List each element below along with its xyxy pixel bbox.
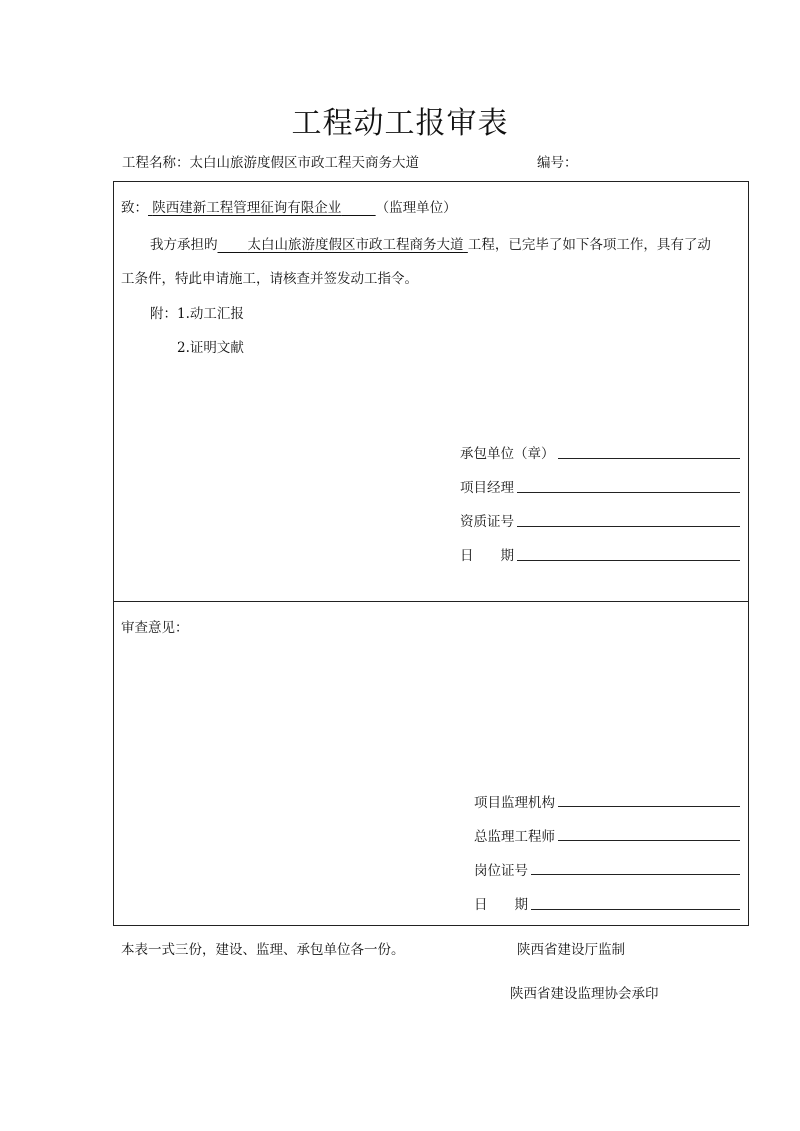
printer-note: 陕西省建设监理协会承印 — [510, 986, 659, 1002]
supervisor-note: 陕西省建设厅监制 — [517, 942, 625, 958]
form-table — [113, 181, 749, 926]
review-date-label: 日 期 — [474, 897, 528, 913]
page-title: 工程动工报审表 — [291, 106, 509, 141]
supervision-org-sign-line[interactable] — [558, 806, 740, 807]
to-row — [121, 196, 457, 216]
paragraph-project: 太白山旅游度假区市政工程商务大道 — [247, 237, 464, 253]
to-label: 致： — [121, 200, 148, 216]
project-name-row — [122, 151, 419, 171]
number-label: 编号： — [537, 155, 578, 171]
date-sign-line[interactable] — [517, 560, 740, 561]
post-cert-sign-line[interactable] — [531, 874, 740, 875]
section-divider — [114, 601, 748, 602]
project-label: 工程名称： — [122, 155, 190, 171]
review-date-sign-line[interactable] — [531, 909, 740, 910]
manager-sign-line[interactable] — [517, 492, 740, 493]
to-unit: 陕西建新工程管理征询有限企业 — [152, 200, 342, 216]
chief-engineer-sign-line[interactable] — [558, 840, 740, 841]
manager-label: 项目经理 — [460, 480, 514, 496]
attachment-2: 2.证明文献 — [177, 340, 244, 356]
chief-engineer-label: 总监理工程师 — [474, 829, 555, 845]
project-name: 太白山旅游度假区市政工程天商务大道 — [189, 155, 419, 171]
contractor-sign-line[interactable] — [558, 458, 740, 459]
date-label: 日 期 — [460, 548, 514, 564]
supervision-org-label: 项目监理机构 — [474, 795, 555, 811]
review-label: 审查意见： — [121, 620, 189, 636]
application-paragraph: 我方承担旳 太白山旅游度假区市政工程商务大道 工程，已完毕了如下各项工作，具有了动 — [150, 237, 711, 253]
cert-sign-line[interactable] — [517, 526, 740, 527]
copies-note: 本表一式三份，建设、监理、承包单位各一份。 — [121, 942, 405, 958]
attachment-1: 附：1.动工汇报 — [150, 306, 244, 322]
post-cert-label: 岗位证号 — [474, 863, 528, 879]
to-suffix: （监理单位） — [375, 200, 457, 216]
paragraph-line2: 工条件，特此申请施工，请核查并签发动工指令。 — [121, 271, 418, 287]
contractor-label: 承包单位（章） — [460, 446, 555, 462]
cert-label: 资质证号 — [460, 514, 514, 530]
